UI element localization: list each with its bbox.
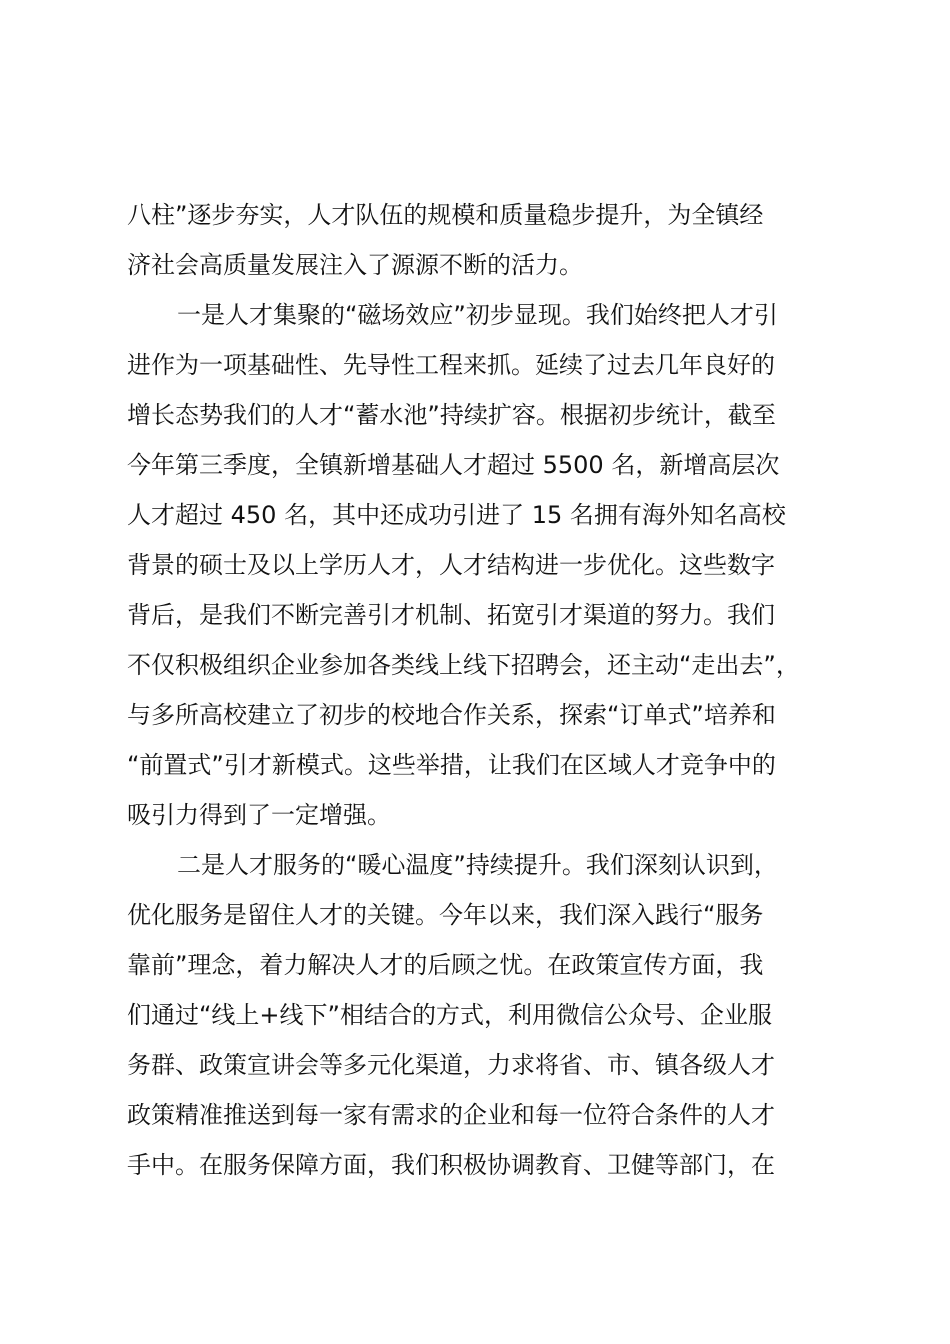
text-line: 今年第三季度，全镇新增基础人才超过 5500 名，新增高层次: [127, 451, 780, 479]
paragraph-2: [127, 290, 827, 840]
text-line: 人才超过 450 名，其中还成功引进了 15 名拥有海外知名高校: [127, 501, 786, 529]
text-line: 吸引力得到了一定增强。: [127, 801, 391, 829]
text-line: 八柱”逐步夯实，人才队伍的规模和质量稳步提升，为全镇经: [127, 201, 764, 229]
text-line-indented: 二是人才服务的“暖心温度”持续提升。我们深刻认识到，: [177, 851, 778, 879]
text-line: 济社会高质量发展注入了源源不断的活力。: [127, 251, 583, 279]
document-body: [127, 190, 827, 1190]
text-line: 优化服务是留住人才的关键。今年以来，我们深入践行“服务: [127, 901, 764, 929]
text-line: 进作为一项基础性、先导性工程来抓。延续了过去几年良好的: [127, 351, 775, 379]
paragraph-3: [127, 840, 827, 1190]
text-line: 手中。在服务保障方面，我们积极协调教育、卫健等部门，在: [127, 1151, 775, 1179]
text-line: 靠前”理念，着力解决人才的后顾之忧。在政策宣传方面，我: [127, 951, 764, 979]
text-line: 背后，是我们不断完善引才机制、拓宽引才渠道的努力。我们: [127, 601, 775, 629]
paragraph-1: [127, 190, 827, 290]
text-line: 与多所高校建立了初步的校地合作关系，探索“订单式”培养和: [127, 701, 776, 729]
text-line: “前置式”引才新模式。这些举措，让我们在区域人才竞争中的: [127, 751, 776, 779]
text-line: 政策精准推送到每一家有需求的企业和每一位符合条件的人才: [127, 1101, 775, 1129]
text-line-indented: 一是人才集聚的“磁场效应”初步显现。我们始终把人才引: [177, 301, 778, 329]
text-line: 背景的硕士及以上学历人才，人才结构进一步优化。这些数字: [127, 551, 775, 579]
text-line: 务群、政策宣讲会等多元化渠道，力求将省、市、镇各级人才: [127, 1051, 775, 1079]
text-line: 们通过“线上+线下”相结合的方式，利用微信公众号、企业服: [127, 1001, 772, 1029]
text-line: 增长态势我们的人才“蓄水池”持续扩容。根据初步统计，截至: [127, 401, 776, 429]
text-line: 不仅积极组织企业参加各类线上线下招聘会，还主动“走出去”，: [127, 651, 800, 679]
